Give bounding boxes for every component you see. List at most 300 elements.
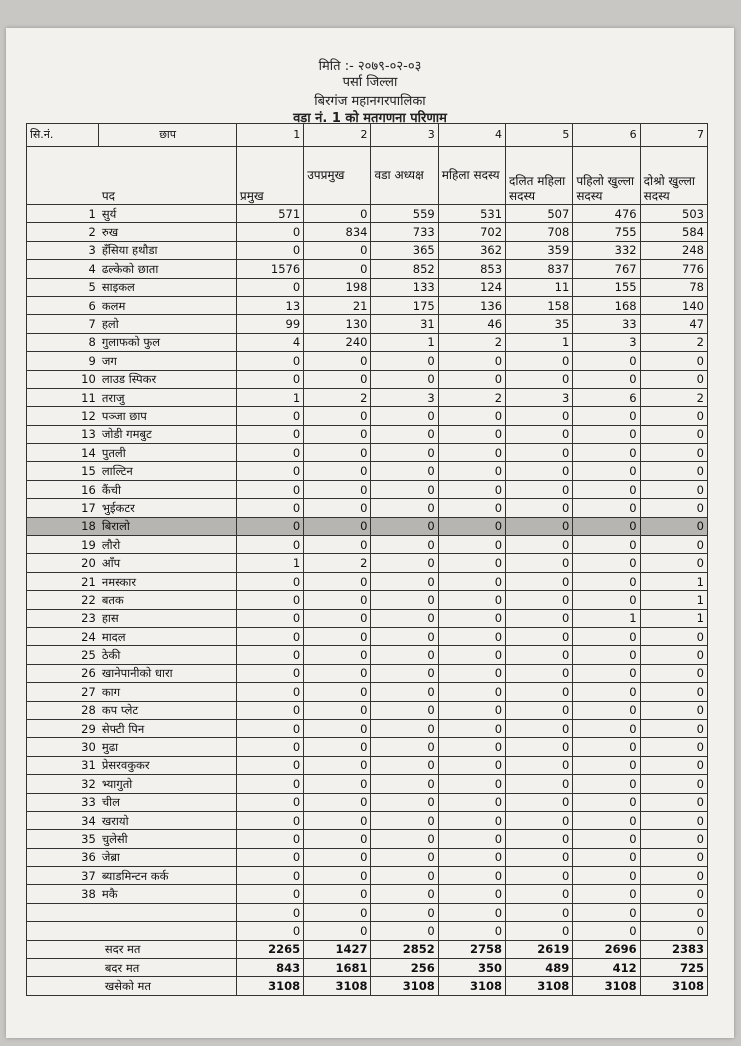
vote-count-cell: 0: [640, 848, 707, 866]
vote-count-cell: 78: [640, 278, 707, 296]
vote-count-cell: 0: [438, 627, 505, 645]
vote-count-cell: 0: [573, 444, 640, 462]
vote-count-cell: 0: [236, 793, 303, 811]
table-row: [27, 536, 708, 554]
vote-count-cell: 0: [371, 756, 438, 774]
vote-count-cell: 0: [573, 462, 640, 480]
vote-count-cell: 0: [371, 848, 438, 866]
vote-count-cell: 0: [304, 793, 371, 811]
vote-count-cell: 158: [506, 296, 573, 314]
vote-count-cell: 47: [640, 315, 707, 333]
vote-count-cell: 0: [236, 885, 303, 903]
vote-count-cell: 0: [640, 903, 707, 921]
vote-count-cell: 0: [573, 591, 640, 609]
vote-count-cell: 0: [573, 738, 640, 756]
vote-count-cell: 0: [573, 352, 640, 370]
vote-count-cell: 0: [573, 407, 640, 425]
table-row: [27, 738, 708, 756]
vote-count-cell: 834: [304, 223, 371, 241]
symbol-name-cell: ब्याडमिन्टन कर्क: [99, 867, 237, 885]
serial-number-cell: 27: [27, 683, 99, 701]
vote-count-cell: 0: [304, 517, 371, 535]
vote-count-cell: 0: [506, 793, 573, 811]
vote-count-cell: 2: [438, 333, 505, 351]
vote-count-cell: 0: [236, 701, 303, 719]
symbol-name-cell: हँसिया हथौडा: [99, 241, 237, 259]
vote-count-cell: 0: [640, 499, 707, 517]
column-number-row: [27, 124, 708, 147]
symbol-header: छाप: [99, 124, 237, 147]
table-row: [27, 793, 708, 811]
vote-count-cell: 0: [236, 425, 303, 443]
vote-count-cell: 365: [371, 241, 438, 259]
vote-count-cell: 0: [236, 480, 303, 498]
vote-count-cell: 0: [236, 719, 303, 737]
table-row: [27, 333, 708, 351]
vote-count-cell: 0: [573, 922, 640, 940]
vote-count-cell: 0: [573, 554, 640, 572]
vote-count-cell: 0: [506, 499, 573, 517]
vote-count-cell: 0: [640, 352, 707, 370]
vote-count-cell: 0: [371, 683, 438, 701]
vote-count-cell: 0: [438, 517, 505, 535]
vote-count-cell: 507: [506, 205, 573, 223]
vote-count-cell: 0: [371, 444, 438, 462]
vote-count-cell: 0: [506, 830, 573, 848]
symbol-name-cell: गुलाफको फुल: [99, 333, 237, 351]
totals-label: खसेको मत: [99, 977, 237, 995]
vote-count-cell: 155: [573, 278, 640, 296]
vote-count-cell: 0: [438, 793, 505, 811]
vote-count-cell: 0: [371, 352, 438, 370]
vote-count-cell: 0: [304, 205, 371, 223]
vote-count-cell: 0: [371, 719, 438, 737]
serial-number-cell: 10: [27, 370, 99, 388]
vote-count-cell: 0: [640, 462, 707, 480]
total-value-cell: 843: [236, 959, 303, 977]
serial-number-cell: 8: [27, 333, 99, 351]
table-row: [27, 885, 708, 903]
symbol-name-cell: जग: [99, 352, 237, 370]
vote-count-cell: 0: [371, 830, 438, 848]
vote-count-cell: 0: [640, 554, 707, 572]
vote-count-cell: 0: [304, 848, 371, 866]
total-value-cell: 2758: [438, 940, 505, 958]
serial-number-cell: 14: [27, 444, 99, 462]
serial-number-cell: 5: [27, 278, 99, 296]
total-value-cell: 3108: [304, 977, 371, 995]
results-table: [26, 123, 708, 996]
col-number: 4: [438, 124, 505, 147]
symbol-name-cell: सेफ्टी पिन: [99, 719, 237, 737]
vote-count-cell: 0: [573, 701, 640, 719]
totals-spacer: [27, 977, 99, 995]
vote-count-cell: 0: [506, 683, 573, 701]
vote-count-cell: 0: [573, 572, 640, 590]
vote-count-cell: 0: [640, 425, 707, 443]
vote-count-cell: 0: [640, 922, 707, 940]
vote-count-cell: 0: [640, 830, 707, 848]
vote-count-cell: 0: [304, 756, 371, 774]
table-row: [27, 554, 708, 572]
symbol-name-cell: भुईकटर: [99, 499, 237, 517]
vote-count-cell: 0: [506, 867, 573, 885]
symbol-name-cell: पुतली: [99, 444, 237, 462]
vote-count-cell: 0: [438, 922, 505, 940]
total-value-cell: 3108: [438, 977, 505, 995]
vote-count-cell: 0: [371, 536, 438, 554]
vote-count-cell: 559: [371, 205, 438, 223]
total-value-cell: 489: [506, 959, 573, 977]
symbol-name-cell: भ्यागुतो: [99, 775, 237, 793]
totals-row: [27, 977, 708, 995]
vote-count-cell: 0: [640, 738, 707, 756]
col-number: 6: [573, 124, 640, 147]
vote-count-cell: 0: [573, 811, 640, 829]
vote-count-cell: 0: [236, 407, 303, 425]
vote-count-cell: 11: [506, 278, 573, 296]
vote-count-cell: 3: [506, 388, 573, 406]
vote-count-cell: 0: [304, 738, 371, 756]
table-row: [27, 701, 708, 719]
vote-count-cell: 0: [573, 903, 640, 921]
table-row: [27, 867, 708, 885]
symbol-name-cell: नमस्कार: [99, 572, 237, 590]
vote-count-cell: 0: [304, 425, 371, 443]
vote-count-cell: 0: [438, 609, 505, 627]
table-row: [27, 315, 708, 333]
vote-count-cell: 571: [236, 205, 303, 223]
vote-count-cell: 0: [438, 572, 505, 590]
symbol-name-cell: जेब्रा: [99, 848, 237, 866]
post-header: पद: [99, 147, 237, 205]
vote-count-cell: 0: [304, 811, 371, 829]
vote-count-cell: 0: [506, 425, 573, 443]
vote-count-cell: 0: [640, 885, 707, 903]
vote-count-cell: 0: [371, 591, 438, 609]
vote-count-cell: 362: [438, 241, 505, 259]
vote-count-cell: 0: [304, 591, 371, 609]
vote-count-cell: 1: [573, 609, 640, 627]
vote-count-cell: 733: [371, 223, 438, 241]
vote-count-cell: 776: [640, 260, 707, 278]
vote-count-cell: 0: [506, 517, 573, 535]
vote-count-cell: 0: [573, 775, 640, 793]
vote-count-cell: 6: [573, 388, 640, 406]
vote-count-cell: 0: [371, 554, 438, 572]
vote-count-cell: 0: [236, 756, 303, 774]
vote-count-cell: 0: [640, 701, 707, 719]
vote-count-cell: 0: [236, 922, 303, 940]
vote-count-cell: 0: [371, 407, 438, 425]
table-row: [27, 278, 708, 296]
column-header: महिला सदस्य: [438, 147, 505, 205]
vote-count-cell: 21: [304, 296, 371, 314]
serial-number-cell: 19: [27, 536, 99, 554]
vote-count-cell: 2: [438, 388, 505, 406]
document-title: वडा नं. 1 को मतगणना परिणाम: [293, 111, 447, 126]
table-row: [27, 683, 708, 701]
vote-count-cell: 33: [573, 315, 640, 333]
vote-count-cell: 0: [640, 811, 707, 829]
vote-count-cell: 0: [640, 480, 707, 498]
symbol-name-cell: पञ्जा छाप: [99, 407, 237, 425]
vote-count-cell: 0: [371, 922, 438, 940]
vote-count-cell: 3: [573, 333, 640, 351]
total-value-cell: 1681: [304, 959, 371, 977]
vote-count-cell: 0: [573, 536, 640, 554]
vote-count-cell: 0: [573, 793, 640, 811]
vote-count-cell: 0: [640, 627, 707, 645]
vote-count-cell: 0: [371, 517, 438, 535]
total-value-cell: 2265: [236, 940, 303, 958]
totals-row: [27, 959, 708, 977]
symbol-name-cell: तराजु: [99, 388, 237, 406]
vote-count-cell: 46: [438, 315, 505, 333]
vote-count-cell: 0: [506, 664, 573, 682]
serial-number-cell: 36: [27, 848, 99, 866]
vote-count-cell: 0: [506, 738, 573, 756]
vote-count-cell: 1: [640, 572, 707, 590]
vote-count-cell: 0: [640, 775, 707, 793]
vote-count-cell: 0: [506, 352, 573, 370]
vote-count-cell: 0: [236, 867, 303, 885]
symbol-name-cell: मकै: [99, 885, 237, 903]
vote-count-cell: 0: [506, 646, 573, 664]
symbol-name-cell: [99, 903, 237, 921]
vote-count-cell: 0: [236, 903, 303, 921]
col-number: 5: [506, 124, 573, 147]
column-header: पहिलो खुल्ला सदस्य: [573, 147, 640, 205]
serial-number-cell: 13: [27, 425, 99, 443]
serial-number-cell: 1: [27, 205, 99, 223]
symbol-name-cell: हास: [99, 609, 237, 627]
total-value-cell: 2852: [371, 940, 438, 958]
vote-count-cell: 0: [371, 572, 438, 590]
vote-count-cell: 140: [640, 296, 707, 314]
total-value-cell: 256: [371, 959, 438, 977]
vote-count-cell: 248: [640, 241, 707, 259]
vote-count-cell: 852: [371, 260, 438, 278]
total-value-cell: 3108: [640, 977, 707, 995]
vote-count-cell: 0: [506, 554, 573, 572]
table-row: [27, 922, 708, 940]
vote-count-cell: 0: [506, 848, 573, 866]
serial-number-cell: 16: [27, 480, 99, 498]
vote-count-cell: 0: [438, 425, 505, 443]
total-value-cell: 3108: [236, 977, 303, 995]
vote-count-cell: 0: [304, 370, 371, 388]
total-value-cell: 3108: [573, 977, 640, 995]
table-row: [27, 462, 708, 480]
vote-count-cell: 0: [573, 370, 640, 388]
serial-number-cell: 7: [27, 315, 99, 333]
serial-number-cell: 38: [27, 885, 99, 903]
serial-number-cell: 29: [27, 719, 99, 737]
serial-number-cell: 15: [27, 462, 99, 480]
totals-row: [27, 940, 708, 958]
column-header: दलित महिला सदस्य: [506, 147, 573, 205]
vote-count-cell: 0: [438, 885, 505, 903]
vote-count-cell: 0: [506, 370, 573, 388]
vote-count-cell: 0: [304, 719, 371, 737]
vote-count-cell: 702: [438, 223, 505, 241]
vote-count-cell: 0: [236, 627, 303, 645]
vote-count-cell: 136: [438, 296, 505, 314]
vote-count-cell: 124: [438, 278, 505, 296]
date-line: मिति :- २०७९-०२-०३: [318, 59, 422, 74]
vote-count-cell: 0: [506, 591, 573, 609]
vote-count-cell: 584: [640, 223, 707, 241]
table-row: [27, 370, 708, 388]
vote-count-cell: 0: [304, 480, 371, 498]
vote-count-cell: 4: [236, 333, 303, 351]
table-row: [27, 352, 708, 370]
vote-count-cell: 0: [506, 444, 573, 462]
vote-count-cell: 0: [371, 462, 438, 480]
totals-label: सदर मत: [99, 940, 237, 958]
vote-count-cell: 0: [236, 848, 303, 866]
vote-count-cell: 0: [573, 499, 640, 517]
vote-count-cell: 0: [506, 480, 573, 498]
vote-count-cell: 0: [304, 609, 371, 627]
table-row: [27, 903, 708, 921]
table-row: [27, 205, 708, 223]
serial-number-cell: 32: [27, 775, 99, 793]
vote-count-cell: 133: [371, 278, 438, 296]
symbol-name-cell: ढल्केको छाता: [99, 260, 237, 278]
vote-count-cell: 0: [438, 536, 505, 554]
vote-count-cell: 0: [438, 499, 505, 517]
table-row: [27, 664, 708, 682]
vote-count-cell: 3: [371, 388, 438, 406]
vote-count-cell: 0: [371, 370, 438, 388]
vote-count-cell: 0: [438, 352, 505, 370]
table-row: [27, 811, 708, 829]
totals-label: बदर मत: [99, 959, 237, 977]
vote-count-cell: 0: [573, 867, 640, 885]
table-row: [27, 480, 708, 498]
vote-count-cell: 1: [640, 609, 707, 627]
vote-count-cell: 0: [304, 903, 371, 921]
vote-count-cell: 0: [573, 719, 640, 737]
vote-count-cell: 99: [236, 315, 303, 333]
symbol-name-cell: कप प्लेट: [99, 701, 237, 719]
vote-count-cell: 0: [304, 536, 371, 554]
vote-count-cell: 0: [236, 830, 303, 848]
vote-count-cell: 0: [640, 646, 707, 664]
vote-count-cell: 1576: [236, 260, 303, 278]
symbol-name-cell: बिरालो: [99, 517, 237, 535]
serial-number-cell: 28: [27, 701, 99, 719]
symbol-name-cell: काग: [99, 683, 237, 701]
symbol-name-cell: जोडी गमबुट: [99, 425, 237, 443]
table-row: [27, 627, 708, 645]
vote-count-cell: 0: [573, 683, 640, 701]
symbol-name-cell: हलो: [99, 315, 237, 333]
vote-count-cell: 0: [438, 664, 505, 682]
vote-count-cell: 0: [236, 352, 303, 370]
vote-count-cell: 0: [438, 701, 505, 719]
vote-count-cell: 0: [236, 609, 303, 627]
column-header: उपप्रमुख: [304, 147, 371, 205]
vote-count-cell: 0: [371, 793, 438, 811]
vote-count-cell: 0: [304, 241, 371, 259]
symbol-name-cell: कैंची: [99, 480, 237, 498]
vote-count-cell: 0: [640, 444, 707, 462]
vote-count-cell: 0: [371, 499, 438, 517]
symbol-name-cell: ठेकी: [99, 646, 237, 664]
serial-number-cell: 30: [27, 738, 99, 756]
vote-count-cell: 2: [640, 388, 707, 406]
vote-count-cell: 0: [438, 830, 505, 848]
vote-count-cell: 0: [438, 756, 505, 774]
vote-count-cell: 0: [640, 407, 707, 425]
vote-count-cell: 0: [506, 903, 573, 921]
vote-count-cell: 0: [236, 241, 303, 259]
vote-count-cell: 0: [640, 867, 707, 885]
table-row: [27, 444, 708, 462]
vote-count-cell: 0: [506, 609, 573, 627]
symbol-name-cell: रुख: [99, 223, 237, 241]
serial-number-cell: [27, 903, 99, 921]
serial-number-cell: 35: [27, 830, 99, 848]
vote-count-cell: 0: [236, 499, 303, 517]
vote-count-cell: 0: [438, 811, 505, 829]
vote-count-cell: 0: [438, 462, 505, 480]
vote-count-cell: 0: [371, 425, 438, 443]
vote-count-cell: 0: [304, 867, 371, 885]
symbol-name-cell: खानेपानीको धारा: [99, 664, 237, 682]
vote-count-cell: 0: [640, 370, 707, 388]
vote-count-cell: 0: [438, 407, 505, 425]
vote-count-cell: 1: [640, 591, 707, 609]
vote-count-cell: 0: [304, 572, 371, 590]
table-row: [27, 591, 708, 609]
column-header-row: [27, 147, 708, 205]
table-row: [27, 719, 708, 737]
vote-count-cell: 168: [573, 296, 640, 314]
vote-count-cell: 0: [438, 646, 505, 664]
municipality-line: बिरगंज महानगरपालिका: [314, 94, 426, 109]
table-row: [27, 609, 708, 627]
totals-spacer: [27, 959, 99, 977]
symbol-name-cell: कलम: [99, 296, 237, 314]
serial-number-cell: 20: [27, 554, 99, 572]
serial-number-cell: 6: [27, 296, 99, 314]
vote-count-cell: 359: [506, 241, 573, 259]
vote-count-cell: 0: [640, 793, 707, 811]
total-value-cell: 2619: [506, 940, 573, 958]
vote-count-cell: 31: [371, 315, 438, 333]
vote-count-cell: 13: [236, 296, 303, 314]
vote-count-cell: 0: [236, 646, 303, 664]
vote-count-cell: 0: [371, 701, 438, 719]
vote-count-cell: 0: [506, 811, 573, 829]
vote-count-cell: 35: [506, 315, 573, 333]
vote-count-cell: 0: [304, 683, 371, 701]
table-row: [27, 517, 708, 535]
serial-number-cell: 23: [27, 609, 99, 627]
vote-count-cell: 0: [236, 775, 303, 793]
vote-count-cell: 0: [371, 609, 438, 627]
vote-count-cell: 0: [506, 627, 573, 645]
vote-count-cell: 0: [506, 756, 573, 774]
serial-number-cell: 26: [27, 664, 99, 682]
vote-count-cell: 0: [304, 444, 371, 462]
vote-count-cell: 0: [573, 425, 640, 443]
serial-number-cell: 18: [27, 517, 99, 535]
